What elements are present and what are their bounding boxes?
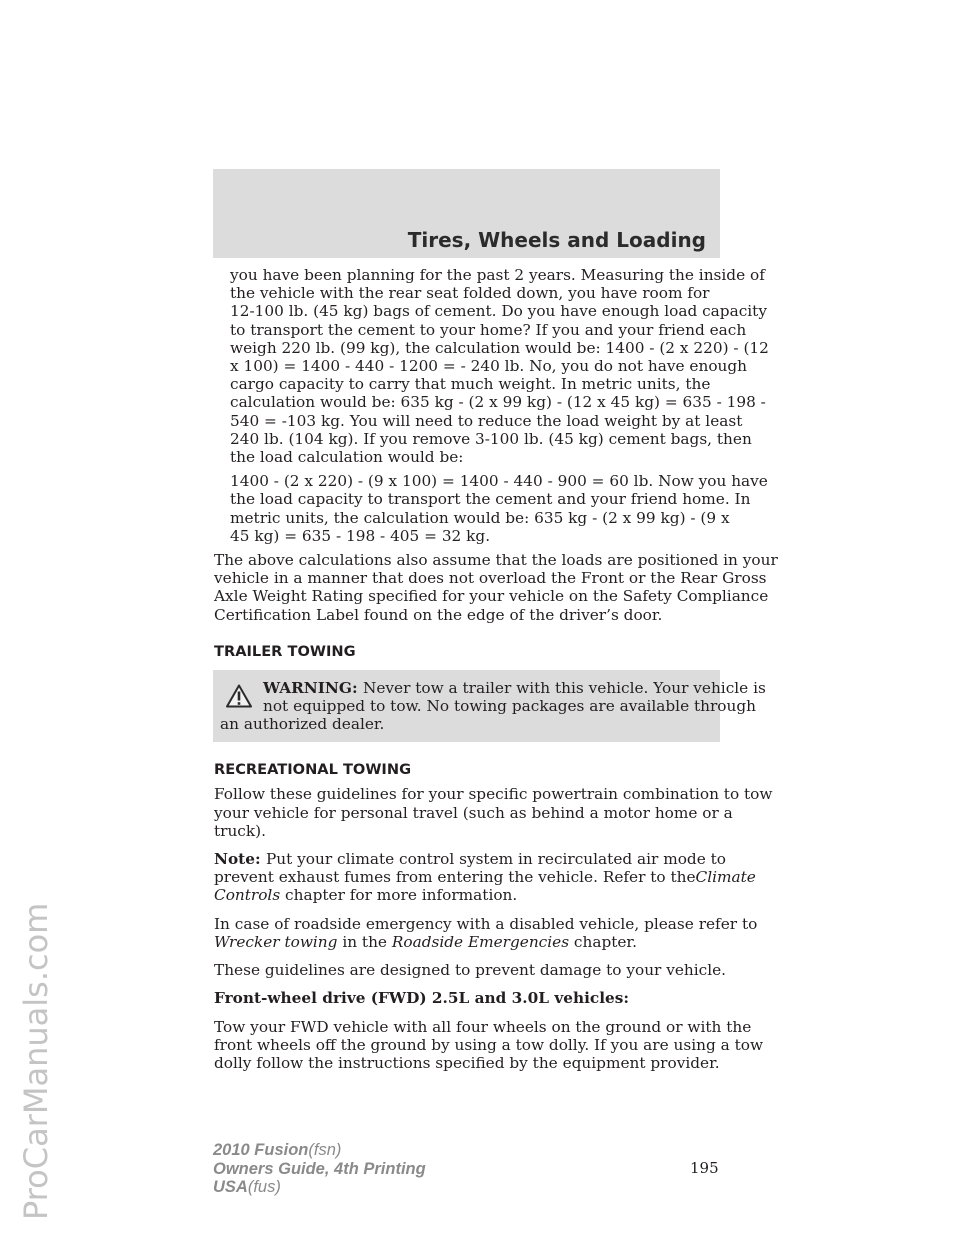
text-line: weigh 220 lb. (99 kg), the calculation would be: 1400 - (2 x 220) - (12: [230, 338, 769, 357]
text-line: x 100) = 1400 - 440 - 1200 = - 240 lb. No, you do not have enough: [230, 357, 748, 376]
roadside-text: chapter.: [573, 932, 637, 951]
text-line: [214, 933, 724, 951]
footer-model-code: (fsn): [308, 1141, 342, 1159]
footer-model: 2010 Fusion: [213, 1141, 309, 1159]
footer-line: [213, 1178, 426, 1197]
footer-guide: Owners Guide, 4th Printing: [213, 1159, 426, 1178]
load-example-paragraph: [214, 266, 769, 467]
document-footer: [213, 1141, 426, 1197]
roadside-emergencies-reference: Roadside Emergencies: [391, 932, 574, 951]
text-line: [214, 868, 756, 887]
text-line: 240 lb. (104 kg). If you remove 3-100 lb. (45 kg) cement bags, then: [230, 429, 752, 448]
recreational-intro-paragraph: [214, 785, 773, 840]
chapter-title: Tires, Wheels and Loading: [407, 228, 706, 252]
text-line: Certification Label found on the edge of the driver’s door.: [214, 605, 663, 624]
wrecker-towing-reference: Wrecker towing: [214, 932, 343, 951]
note-label: Note:: [214, 850, 266, 869]
page-content: [214, 266, 778, 1072]
fwd-subheading: Front-wheel drive (FWD) 2.5L and 3.0L vehicles:: [214, 989, 630, 1008]
warning-text: Never tow a trailer with this vehicle. Your vehicle is: [362, 678, 766, 697]
footer-market-code: (fus): [247, 1178, 281, 1196]
warning-box: [213, 670, 766, 743]
text-line: calculation would be: 635 kg - (2 x 99 kg) - (12 x 45 kg) = 635 - 198 -: [230, 393, 766, 412]
text-line: 12-100 lb. (45 kg) bags of cement. Do you have enough load capacity: [230, 302, 767, 321]
roadside-text: in the: [342, 932, 392, 951]
guidelines-paragraph: These guidelines are designed to prevent damage to your vehicle.: [214, 961, 727, 980]
note-text: prevent exhaust fumes from entering the vehicle. Refer to the: [214, 868, 696, 887]
text-line: 45 kg) = 635 - 198 - 405 = 32 kg.: [230, 526, 491, 545]
chapter-header-band: [213, 169, 720, 258]
text-line: metric units, the calculation would be: 635 kg - (2 x 99 kg) - (9 x: [230, 508, 730, 527]
note-text: Put your climate control system in recirculated air mode to: [265, 850, 726, 869]
text-line: truck).: [214, 821, 266, 840]
calculation-paragraph: [214, 472, 768, 545]
note-text: chapter for more information.: [285, 886, 518, 905]
text-line: In case of roadside emergency with a disabled vehicle, please refer to: [214, 914, 758, 933]
site-watermark: ProCarManuals.com: [17, 902, 55, 1220]
trailer-towing-heading: TRAILER TOWING: [214, 642, 356, 660]
text-line: Follow these guidelines for your specific powertrain combination to tow: [214, 785, 773, 804]
assumption-paragraph: [214, 551, 778, 624]
text-line: 540 = -103 kg. You will need to reduce the load weight by at least: [230, 411, 743, 430]
fwd-paragraph: [214, 1017, 764, 1073]
text-line: [214, 850, 724, 868]
text-line: to transport the cement to your home? If you and your friend each: [230, 320, 747, 339]
climate-controls-reference: Climate: [695, 868, 756, 887]
warning-line: [213, 678, 766, 697]
warning-line: not equipped to tow. No towing packages are available through: [263, 697, 757, 716]
text-line: Axle Weight Rating specified for your vehicle on the Safety Compliance: [214, 587, 769, 606]
text-line: you have been planning for the past 2 years. Measuring the inside of: [230, 266, 765, 284]
text-line: vehicle in a manner that does not overload the Front or the Rear Gross: [214, 569, 767, 588]
text-line: your vehicle for personal travel (such as behind a motor home or a: [214, 803, 733, 822]
text-line: Tow your FWD vehicle with all four wheels on the ground or with the: [214, 1017, 752, 1036]
text-line: The above calculations also assume that the loads are positioned in your: [214, 551, 778, 570]
recreational-towing-heading: RECREATIONAL TOWING: [214, 761, 412, 779]
text-line: dolly follow the instructions specified by the equipment provider.: [214, 1053, 720, 1072]
text-line: cargo capacity to carry that much weight. In metric units, the: [230, 375, 711, 394]
text-line: [214, 886, 724, 904]
warning-label: WARNING:: [263, 678, 363, 697]
text-line: the load capacity to transport the cement and your friend home. In: [230, 490, 751, 509]
note-paragraph: [214, 850, 756, 905]
footer-line: [213, 1141, 426, 1160]
text-line: the load calculation would be:: [230, 448, 464, 467]
climate-controls-reference: Controls: [214, 886, 286, 905]
warning-triangle-icon: [226, 684, 252, 712]
text-line: 1400 - (2 x 220) - (9 x 100) = 1400 - 440 - 900 = 60 lb. Now you have: [230, 472, 768, 491]
text-line: front wheels off the ground by using a tow dolly. If you are using a tow: [214, 1035, 764, 1054]
page-number: 195: [690, 1159, 719, 1177]
text-line: the vehicle with the rear seat folded down, you have room for: [230, 284, 710, 303]
footer-market: USA: [213, 1178, 248, 1196]
roadside-paragraph: [214, 914, 758, 951]
warning-line: an authorized dealer.: [220, 715, 385, 734]
